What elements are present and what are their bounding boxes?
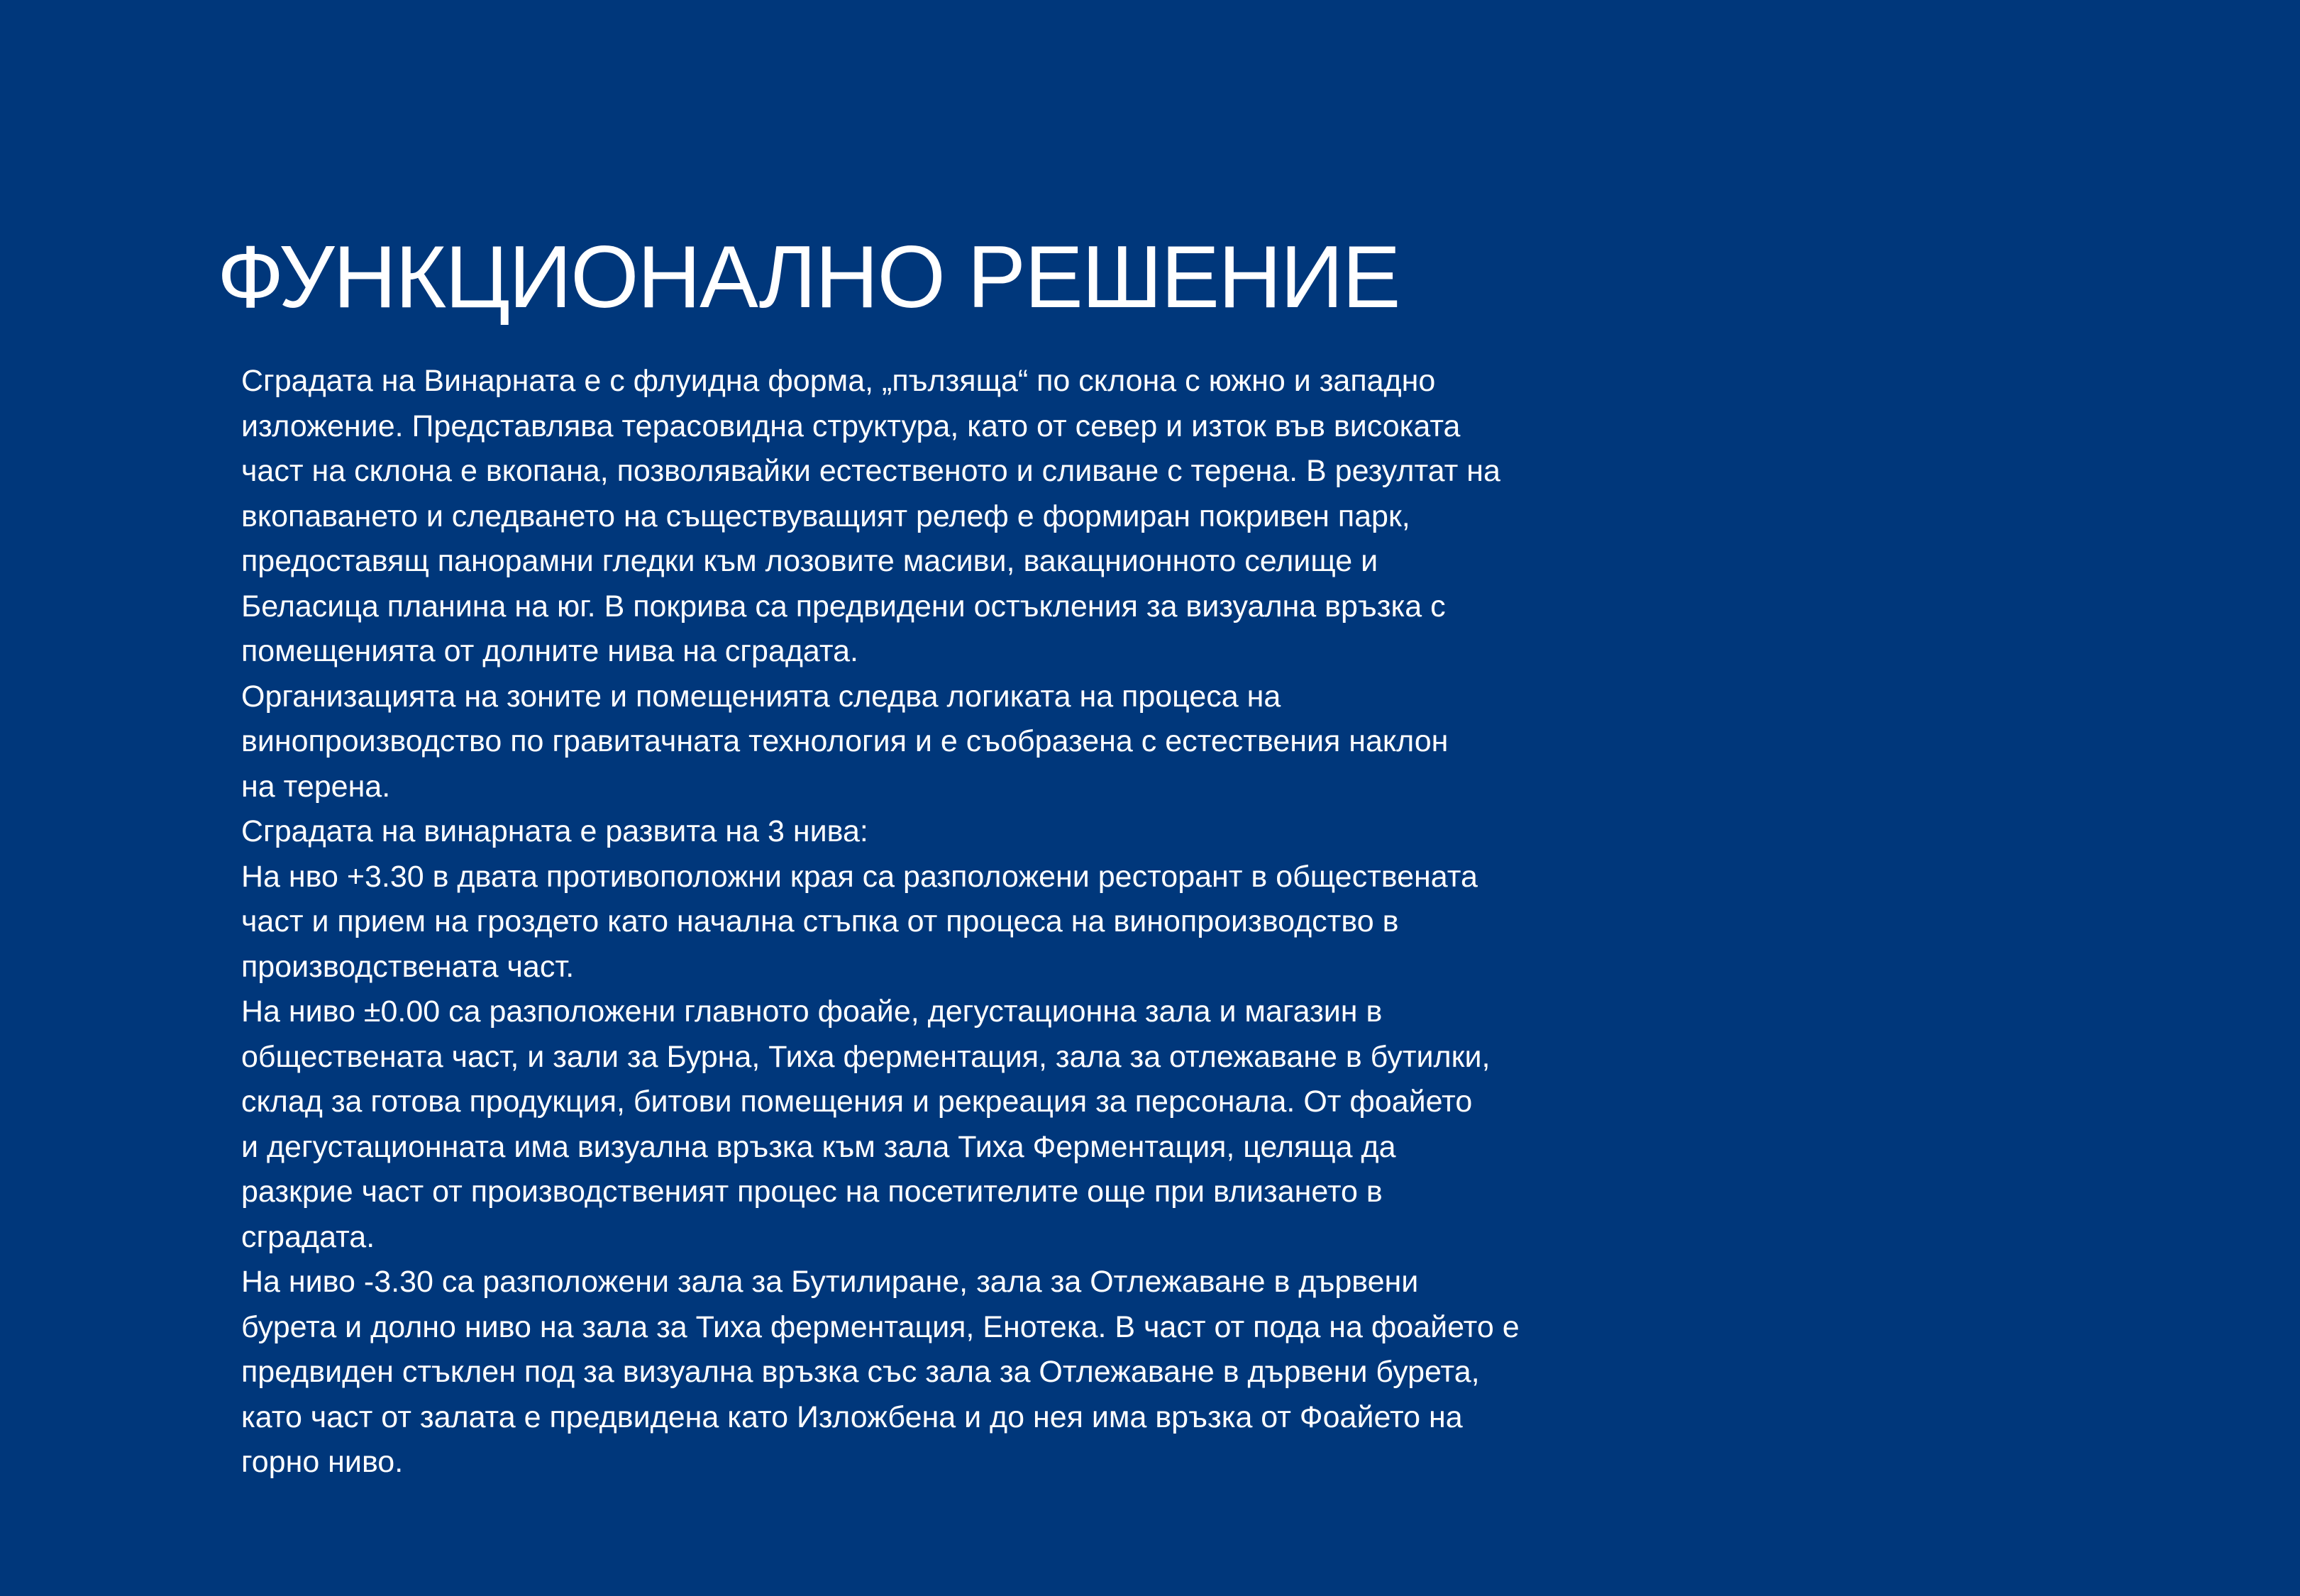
text-line: склад за готова продукция, битови помещения и рекреация за персонала. От фоайето	[241, 1085, 1473, 1119]
text-line: изложение. Представлява терасовидна структура, като от север и изток във високата	[241, 409, 1461, 443]
text-line: Сградата на Винарната е с флуидна форма, „пълзяща“ по склона с южно и западно	[241, 364, 1436, 398]
text-line: На ниво -3.30 са разположени зала за Бутилиране, зала за Отлежаване в дървени	[241, 1265, 1419, 1299]
text-line: Организацията на зоните и помещенията следва логиката на процеса на	[241, 679, 1281, 714]
text-line: част на склона е вкопана, позволявайки естественото и сливане с терена. В резултат на	[241, 454, 1500, 488]
body-text	[241, 359, 1618, 1485]
text-line: горно ниво.	[241, 1445, 404, 1479]
text-line: предвиден стъклен под за визуална връзка със зала за Отлежаване в дървени бурета,	[241, 1355, 1480, 1389]
text-line: бурета и долно ниво на зала за Тиха ферментация, Енотека. В част от пода на фоайето е	[241, 1309, 1520, 1344]
text-line: обществената част, и зали за Бурна, Тиха ферментация, зала за отлежаване в бутилки,	[241, 1039, 1491, 1074]
text-line: Сградата на винарната е развита на 3 нива:	[241, 814, 868, 848]
page-title: ФУНКЦИОНАЛНО РЕШЕНИЕ	[217, 228, 1400, 326]
text-line: помещенията от долните нива на сградата.	[241, 634, 858, 668]
text-line: като част от залата е предвидена като Изложбена и до нея има връзка от Фоайето на	[241, 1400, 1463, 1434]
text-line: Беласица планина на юг. В покрива са предвидени остъкления за визуална връзка с	[241, 589, 1446, 624]
text-line: част и прием на гроздето като начална стъпка от процеса на винопроизводство в	[241, 904, 1399, 938]
text-line: сградата.	[241, 1219, 375, 1254]
text-line: разкрие част от производственият процес на посетителите още при влизането в	[241, 1175, 1383, 1209]
text-line: и дегустационната има визуална връзка към зала Тиха Ферментация, целяща да	[241, 1129, 1396, 1164]
text-line: производствената част.	[241, 949, 575, 984]
text-line: на терена.	[241, 769, 391, 804]
text-line: винопроизводство по гравитачната технология и е съобразена с естествения наклон	[241, 724, 1449, 758]
text-line: предоставящ панорамни гледки към лозовите масиви, вакацнионното селище и	[241, 544, 1378, 578]
text-line: На ниво ±0.00 са разположени главното фоайе, дегустационна зала и магазин в	[241, 994, 1383, 1029]
text-line: вкопаването и следването на съществуващият релеф е формиран покривен парк,	[241, 499, 1410, 533]
text-line: На нво +3.30 в двата противоположни края са разположени ресторант в обществената	[241, 859, 1478, 894]
